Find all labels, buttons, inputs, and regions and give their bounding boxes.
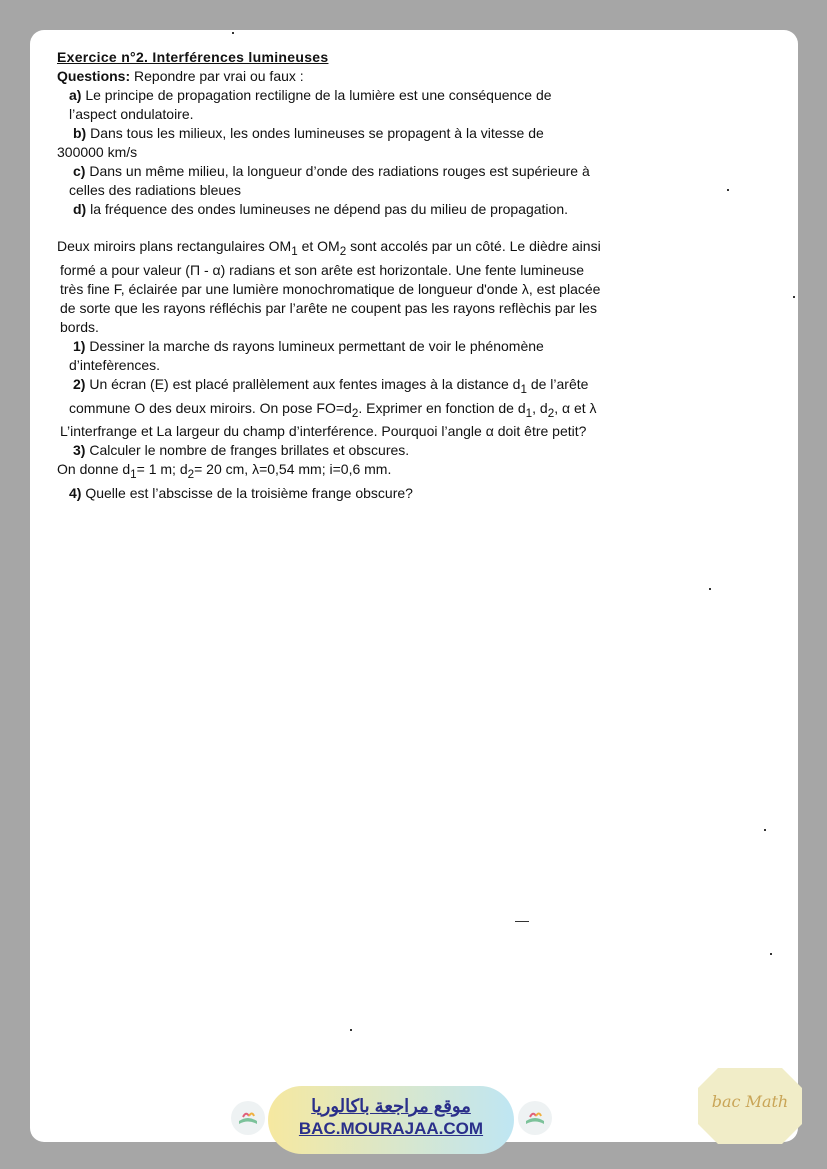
scan-speck <box>709 588 711 590</box>
questions-intro: Questions: Repondre par vrai ou faux : <box>57 68 304 84</box>
problem-line-1: Deux miroirs plans rectangulaires $OM_1$ et $OM_2$ sont accolés par un côté. Le dièdre ainsi <box>57 238 601 258</box>
question-a: a) Le principe de propagation rectiligne de la lumière est une conséquence de <box>69 87 552 103</box>
site-name-arabic[interactable]: موقع مراجعة باكالوريا <box>311 1096 471 1116</box>
question-c: c) Dans un même milieu, la longueur d’onde des radiations rouges est supérieure à <box>73 163 590 179</box>
right-book-logo-icon <box>518 1101 552 1135</box>
problem-q2-cont-2: L’interfrange et La largeur du champ d’interférence. Pourquoi l’angle α doit être petit? <box>60 423 587 440</box>
problem-q1-cont: d’intefèrences. <box>69 356 161 373</box>
problem-q2: 2) Un écran (E) est placé prallèlement aux fentes images à la distance $d_1$ de l’arête <box>73 375 589 396</box>
question-c-cont: celles des radiations bleues <box>69 182 241 198</box>
problem-q1: 1) Dessiner la marche ds rayons lumineux permettant de voir le phénomène <box>73 337 544 354</box>
scan-speck <box>727 189 729 191</box>
question-a-cont: l’aspect ondulatoire. <box>69 106 194 122</box>
problem-q3: 3) Calculer le nombre de franges brillates et obscures. <box>73 442 410 459</box>
problem-line-2: formé a pour valeur (Π - α) radians et son arête est horizontale. Une fente lumineuse <box>60 261 585 278</box>
problem-line-4: de sorte que les rayons réfléchis par l’arête ne coupent pas les rayons reflèchis par les <box>60 299 597 316</box>
question-b-cont: 300000 km/s <box>57 144 138 160</box>
scan-speck <box>764 829 766 831</box>
question-d: d) la fréquence des ondes lumineuses ne dépend pas du milieu de propagation. <box>73 201 569 217</box>
bac-math-badge <box>698 1066 802 1146</box>
exercise-title: Exercice n°2. Interférences lumineuses <box>57 49 329 65</box>
question-b: b) Dans tous les milieux, les ondes lumineuses se propagent à la vitesse de <box>73 125 544 141</box>
problem-line-3: très fine F, éclairée par une lumière monochromatique de longueur d'onde λ, est placée <box>60 280 601 297</box>
problem-given: On donne $d_1= 1$ m; $d_2= 20$ cm, λ=0,54 mm; i=0,6 mm. <box>57 461 392 482</box>
scan-speck <box>232 32 234 34</box>
document-body <box>57 48 737 503</box>
problem-q2-cont: commune O des deux miroirs. On pose $FO=d_2$. Exprimer en fonction de $d_1$, $d_2$, α et λ <box>69 399 597 420</box>
site-url-link[interactable]: BAC.MOURAJAA.COM <box>298 1119 484 1138</box>
problem-q4: 4) Quelle est l’abscisse de la troisième frange obscure? <box>69 485 413 502</box>
left-book-logo-icon <box>231 1101 265 1135</box>
badge-text: bac Math <box>711 1092 789 1111</box>
site-banner[interactable] <box>268 1086 514 1154</box>
scan-speck <box>350 1029 352 1031</box>
scan-speck <box>793 296 795 298</box>
scan-speck <box>770 953 772 955</box>
questions-heading: Questions: <box>57 68 131 84</box>
scan-speck <box>515 921 529 922</box>
problem-line-5: bords. <box>60 318 99 335</box>
